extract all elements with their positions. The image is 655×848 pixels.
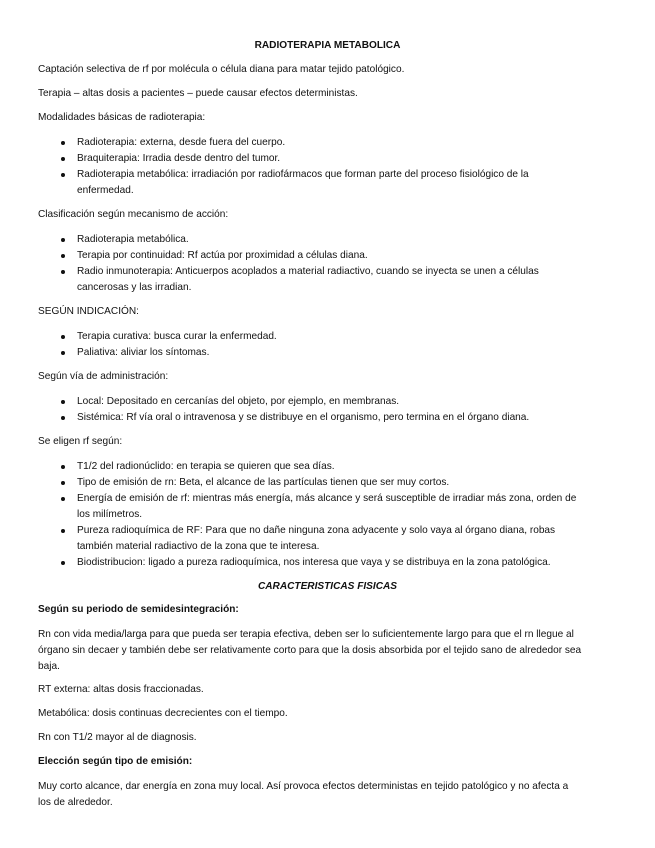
- list-item: Biodistribucion: ligado a pureza radioquímica, nos interesa que vaya y se distribuya en la zona patológica.: [77, 557, 551, 568]
- document-title: RADIOTERAPIA METABOLICA: [254, 40, 401, 51]
- rn-t12-line: Rn con T1/2 mayor al de diagnosis.: [38, 732, 197, 743]
- modalidades-heading: Modalidades básicas de radioterapia:: [38, 112, 206, 123]
- bullet-icon: [61, 400, 65, 404]
- semides-paragraph-line: órgano sin decaer y también debe ser relativamente corto para que la dosis absorbida por el tejido sano de alrededor sea: [38, 645, 582, 656]
- bullet-icon: [61, 173, 65, 177]
- section-subtitle: CARACTERISTICAS FISICAS: [257, 581, 398, 592]
- list-item-continuation: también material radiactivo de la zona que te interesa.: [77, 541, 320, 552]
- semides-paragraph-line: baja.: [38, 661, 60, 672]
- bullet-icon: [61, 335, 65, 339]
- bullet-icon: [61, 481, 65, 485]
- list-item: Terapia curativa: busca curar la enfermedad.: [77, 331, 277, 342]
- bullet-icon: [61, 416, 65, 420]
- list-item: Radioterapia metabólica.: [77, 234, 189, 245]
- list-item: Pureza radioquímica de RF: Para que no dañe ninguna zona adyacente y solo vaya al órgano diana, robas: [77, 525, 556, 536]
- bullet-icon: [61, 254, 65, 258]
- list-item: Radio inmunoterapia: Anticuerpos acoplados a material radiactivo, cuando se inyecta se unen a células: [77, 266, 539, 277]
- via-heading: Según vía de administración:: [38, 371, 169, 382]
- list-item: T1/2 del radionúclido: en terapia se quieren que sea días.: [77, 461, 335, 472]
- bullet-icon: [61, 238, 65, 242]
- eleccion-paragraph-line: los de alrededor.: [38, 797, 113, 808]
- eligen-heading: Se eligen rf según:: [38, 436, 123, 447]
- list-item: Radioterapia: externa, desde fuera del cuerpo.: [77, 137, 286, 148]
- bullet-icon: [61, 351, 65, 355]
- list-item: Braquiterapia: Irradia desde dentro del tumor.: [77, 153, 281, 164]
- list-item: Sistémica: Rf vía oral o intravenosa y se distribuye en el organismo, pero termina en el órgano diana.: [77, 412, 530, 423]
- rt-externa-line: RT externa: altas dosis fraccionadas.: [38, 684, 204, 695]
- list-item: Terapia por continuidad: Rf actúa por proximidad a células diana.: [77, 250, 368, 261]
- bullet-icon: [61, 465, 65, 469]
- bullet-icon: [61, 561, 65, 565]
- metabolica-line: Metabólica: dosis continuas decrecientes con el tiempo.: [38, 708, 288, 719]
- list-item-continuation: cancerosas y las irradian.: [77, 282, 192, 293]
- list-item-continuation: los milímetros.: [77, 509, 143, 520]
- list-item: Energía de emisión de rf: mientras más energía, más alcance y será susceptible de irradiar más zona, orden de: [77, 493, 577, 504]
- intro-line-1: Captación selectiva de rf por molécula o célula diana para matar tejido patológico.: [38, 64, 405, 75]
- bullet-icon: [61, 141, 65, 145]
- eleccion-paragraph-line: Muy corto alcance, dar energía en zona muy local. Así provoca efectos deterministas en tejido patológico y no afecta a: [38, 781, 569, 792]
- list-item: Local: Depositado en cercanías del objeto, por ejemplo, en membranas.: [77, 396, 400, 407]
- bullet-icon: [61, 157, 65, 161]
- clasificacion-heading: Clasificación según mecanismo de acción:: [38, 209, 229, 220]
- indicacion-heading: SEGÚN INDICACIÓN:: [38, 306, 139, 317]
- list-item: Radioterapia metabólica: irradiación por radiofármacos que forman parte del proceso fisiológico de la: [77, 169, 529, 180]
- semides-paragraph-line: Rn con vida media/larga para que pueda ser terapia efectiva, deben ser lo suficientemente largo para que el rn llegue al: [38, 629, 574, 640]
- list-item-continuation: enfermedad.: [77, 185, 134, 196]
- list-item: Tipo de emisión de rn: Beta, el alcance de las partículas tienen que ser muy cortos.: [77, 477, 450, 488]
- bullet-icon: [61, 497, 65, 501]
- bullet-icon: [61, 270, 65, 274]
- list-item: Paliativa: aliviar los síntomas.: [77, 347, 210, 358]
- bullet-icon: [61, 529, 65, 533]
- eleccion-heading: Elección según tipo de emisión:: [38, 756, 193, 767]
- semides-heading: Según su periodo de semidesintegración:: [38, 604, 239, 615]
- intro-line-2: Terapia – altas dosis a pacientes – puede causar efectos deterministas.: [38, 88, 358, 99]
